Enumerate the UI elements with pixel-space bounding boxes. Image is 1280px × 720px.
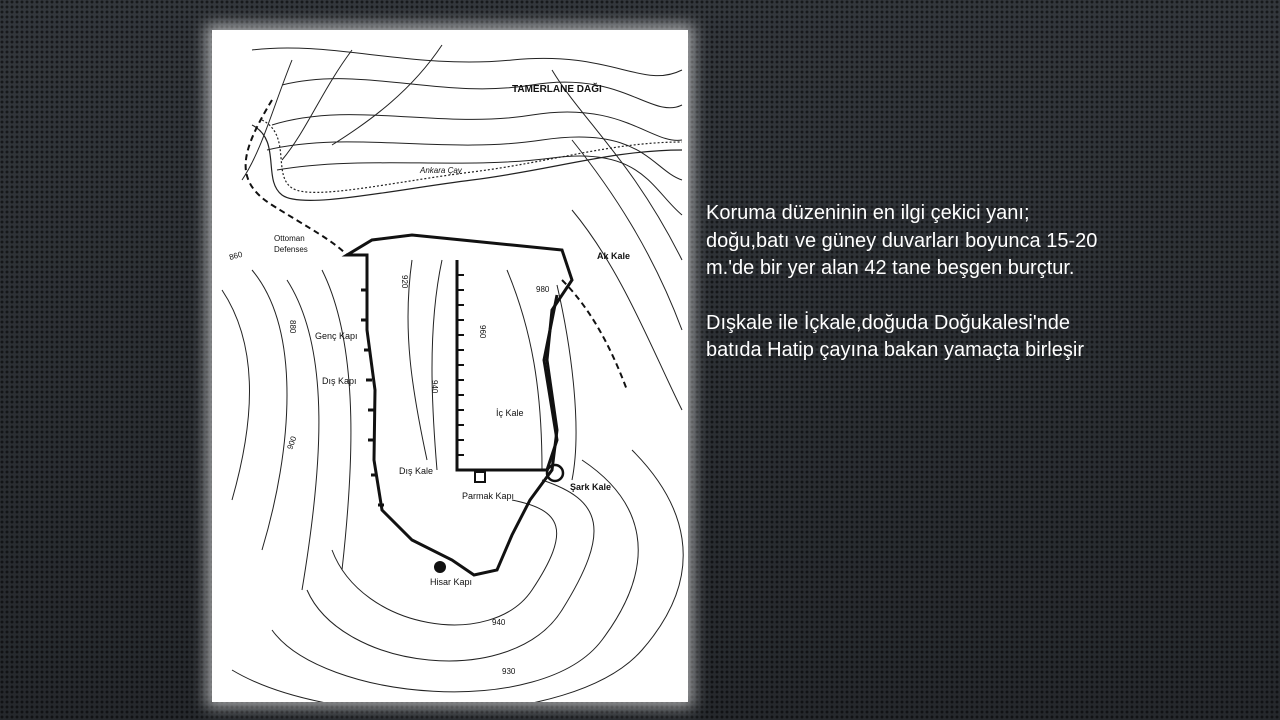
contour-line (272, 460, 638, 692)
label-parmak-kapi: Parmak Kapı (462, 491, 515, 501)
paragraph-towers: Koruma düzeninin en ilgi çekici yanı; doğu,batı ve güney duvarları boyunca 15-20 m.'de bir yer alan 42 tane beşgen burçtur. (706, 202, 1098, 279)
contour-line (307, 480, 594, 661)
contour-line (252, 270, 287, 550)
label-ottoman-2: Defenses (274, 245, 308, 254)
contour-label-860: 860 (228, 249, 244, 262)
contour-line (267, 137, 682, 180)
contour-line (322, 270, 351, 570)
label-river: Ankara Çay (420, 166, 462, 175)
contour-line (507, 270, 542, 470)
contour-label-940a: 940 (430, 380, 439, 394)
label-hisar-kapi: Hisar Kapı (430, 577, 473, 587)
contour-line (572, 140, 682, 330)
contour-line (282, 50, 352, 160)
contour-line (557, 285, 576, 480)
label-genc-kapi: Genç Kapı (315, 331, 358, 341)
contour-line (277, 156, 682, 215)
contour-line (432, 260, 442, 470)
contour-line (232, 450, 683, 702)
contour-line (408, 260, 427, 460)
contour-line (252, 48, 682, 76)
contour-lines (222, 45, 683, 702)
label-ak-kale: Ak Kale (597, 251, 631, 261)
castle-map-figure (212, 30, 688, 702)
river (252, 120, 682, 200)
river-bank (262, 120, 682, 192)
label-sark-kale: Şark Kale (570, 482, 612, 492)
contour-label-930: 930 (502, 667, 516, 676)
contour-line (332, 500, 557, 625)
contour-label-940b: 940 (492, 618, 506, 627)
eastern-defense-line (562, 280, 627, 390)
label-dis-kale: Dış Kale (399, 466, 434, 476)
slide-text (706, 200, 1106, 392)
contour-label-920: 920 (400, 275, 409, 289)
contour-label-960: 960 (478, 325, 487, 339)
ottoman-defense-line (246, 100, 347, 255)
outer-wall-towers (361, 290, 384, 505)
topographic-map (212, 30, 688, 702)
paragraph-walls: Dışkale ile İçkale,doğuda Doğukalesi'nde batıda Hatip çayına bakan yamaçta birleşir (706, 311, 1084, 361)
contour-label-900: 900 (285, 435, 299, 451)
contour-line (272, 112, 682, 140)
contour-line (222, 290, 250, 500)
contour-label-980: 980 (536, 285, 550, 294)
contour-line (242, 60, 292, 180)
contour-label-880: 880 (288, 320, 297, 334)
label-dis-kapi: Dış Kapı (322, 376, 357, 386)
parmak-kapi-gate (475, 472, 485, 482)
label-ottoman: Ottoman (274, 234, 305, 243)
contour-line (572, 210, 682, 410)
hisar-kapi-tower (434, 561, 446, 573)
contour-line (552, 70, 682, 260)
contour-line (282, 79, 682, 108)
label-mountain: TAMERLANE DAĞI (512, 84, 602, 95)
label-ic-kale: İç Kale (496, 408, 524, 418)
